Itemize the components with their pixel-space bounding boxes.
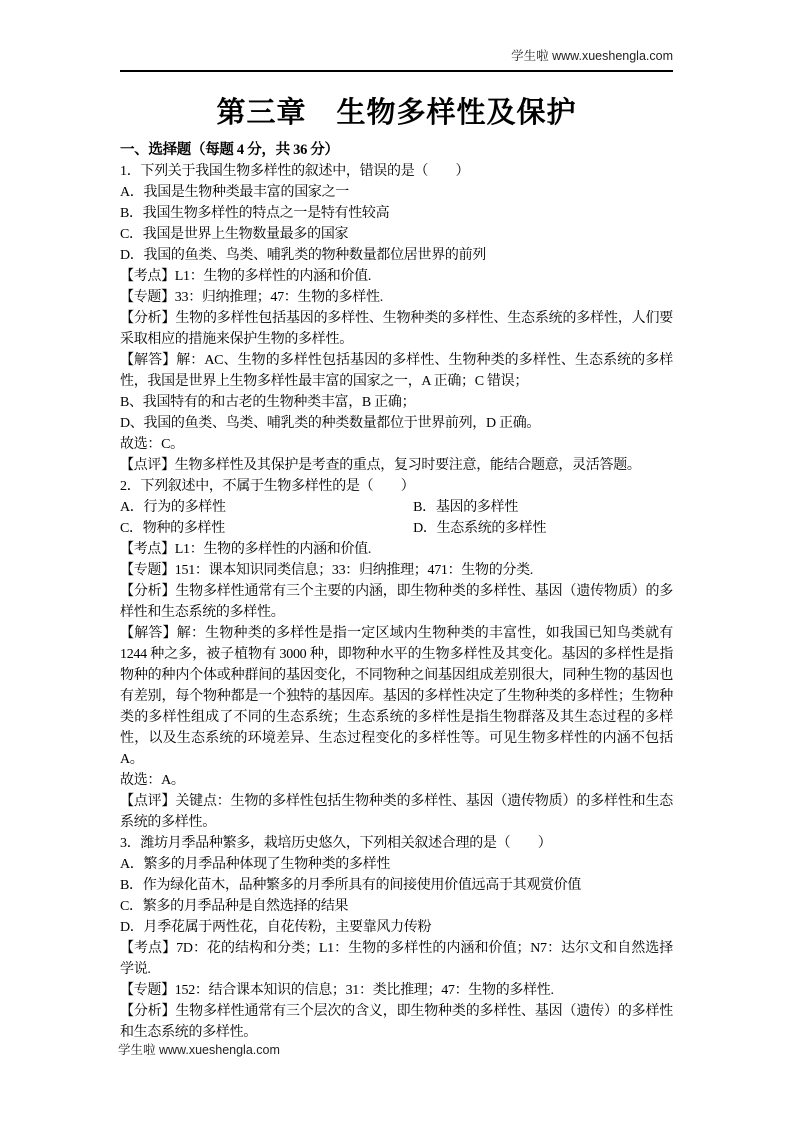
option-c: C．物种的多样性	[120, 521, 225, 536]
option-a: A．行为的多样性	[120, 500, 226, 515]
annotation-kaodian: 【考点】L1：生物的多样性的内涵和价值.	[120, 542, 372, 557]
questions-container	[120, 161, 673, 1043]
annotation-answer: 故选：A。	[120, 773, 185, 788]
annotation-answer: 故选：C。	[120, 437, 184, 452]
question-2-stem: 2．下列叙述中，不属于生物多样性的是（ ）	[120, 479, 415, 494]
option-b: B．作为绿化苗木，品种繁多的月季所具有的间接使用价值远高于其观赏价值	[120, 878, 582, 893]
annotation-jieda-continuation: B、我国特有的和古老的生物种类丰富，B 正确；	[120, 395, 416, 410]
annotation-zhuanti: 【专题】151：课本知识同类信息；33：归纳推理；471：生物的分类.	[120, 563, 533, 578]
document-content	[120, 0, 673, 1043]
annotation-fenxi: 【分析】生物多样性通常有三个主要的内涵，即生物种类的多样性、基因（遗传物质）的多样性和生态系统的多样性。	[120, 584, 673, 620]
annotation-jieda-continuation: D、我国的鱼类、鸟类、哺乳类的种类数量都位于世界前列，D 正确。	[120, 416, 541, 431]
annotation-kaodian: 【考点】L1：生物的多样性的内涵和价值.	[120, 269, 372, 284]
header-site-watermark: 学生啦 www.xueshengla.com	[511, 49, 673, 63]
section-heading: 一、选择题（每题 4 分，共 36 分）	[120, 142, 339, 158]
annotation-dianping: 【点评】关键点：生物的多样性包括生物种类的多样性、基因（遗传物质）的多样性和生态系统的多样性。	[120, 794, 673, 830]
option-d: D．月季花属于两性花，自花传粉，主要靠风力传粉	[120, 920, 432, 935]
question-1-stem: 1．下列关于我国生物多样性的叙述中，错误的是（ ）	[120, 164, 470, 179]
annotation-jieda: 【解答】解：生物种类的多样性是指一定区域内生物种类的丰富性，如我国已知鸟类就有 1244 种之多，被子植物有 3000 种，即物种水平的生物多样性及其变化。基因的多样性是指物种的种内个体或种群间的基因变化，不同物种之间基因组成差别很大，同种生物的基因也有差别，每个物种都是一个独特的基因库。基因的多样性决定了生物种类的多样性；生物种类的多样性组成了不同的生态系统；生态系统的多样性是指生物群落及其生态过程的多样性，以及生态系统的环境差异、生态过程变化的多样性等。可见生物多样性的内涵不包括 A。	[120, 626, 673, 767]
annotation-zhuanti: 【专题】33：归纳推理；47：生物的多样性.	[120, 290, 383, 305]
annotation-fenxi: 【分析】生物多样性通常有三个层次的含义，即生物种类的多样性、基因（遗传）的多样性和生态系统的多样性。	[120, 1004, 673, 1040]
annotation-fenxi: 【分析】生物的多样性包括基因的多样性、生物种类的多样性、生态系统的多样性，人们要采取相应的措施来保护生物的多样性。	[120, 311, 673, 347]
footer-site-watermark: 学生啦 www.xueshengla.com	[118, 1043, 280, 1057]
option-d: D．我国的鱼类、鸟类、哺乳类的物种数量都位居世界的前列	[120, 248, 487, 263]
annotation-zhuanti: 【专题】152：结合课本知识的信息；31：类比推理；47：生物的多样性.	[120, 983, 554, 998]
option-b: B．基因的多样性	[413, 500, 519, 515]
option-row	[120, 518, 673, 539]
option-c: C．繁多的月季品种是自然选择的结果	[120, 899, 349, 914]
option-c: C．我国是世界上生物数量最多的国家	[120, 227, 349, 242]
option-d: D．生态系统的多样性	[413, 521, 547, 536]
annotation-dianping: 【点评】生物多样性及其保护是考查的重点，复习时要注意，能结合题意，灵活答题。	[120, 458, 641, 473]
annotation-jieda: 【解答】解：AC、生物的多样性包括基因的多样性、生物种类的多样性、生态系统的多样性，我国是世界上生物多样性最丰富的国家之一，A 正确；C 错误；	[120, 353, 673, 389]
option-b: B．我国生物多样性的特点之一是特有性较高	[120, 206, 390, 221]
page-title: 第三章 生物多样性及保护	[216, 97, 577, 129]
option-a: A．我国是生物种类最丰富的国家之一	[120, 185, 350, 200]
question-3-stem: 3．潍坊月季品种繁多，栽培历史悠久，下列相关叙述合理的是（ ）	[120, 836, 552, 851]
annotation-kaodian: 【考点】7D：花的结构和分类；L1：生物的多样性的内涵和价值；N7：达尔文和自然选择学说.	[120, 941, 673, 977]
option-a: A．繁多的月季品种体现了生物种类的多样性	[120, 857, 391, 872]
option-row	[120, 497, 673, 518]
